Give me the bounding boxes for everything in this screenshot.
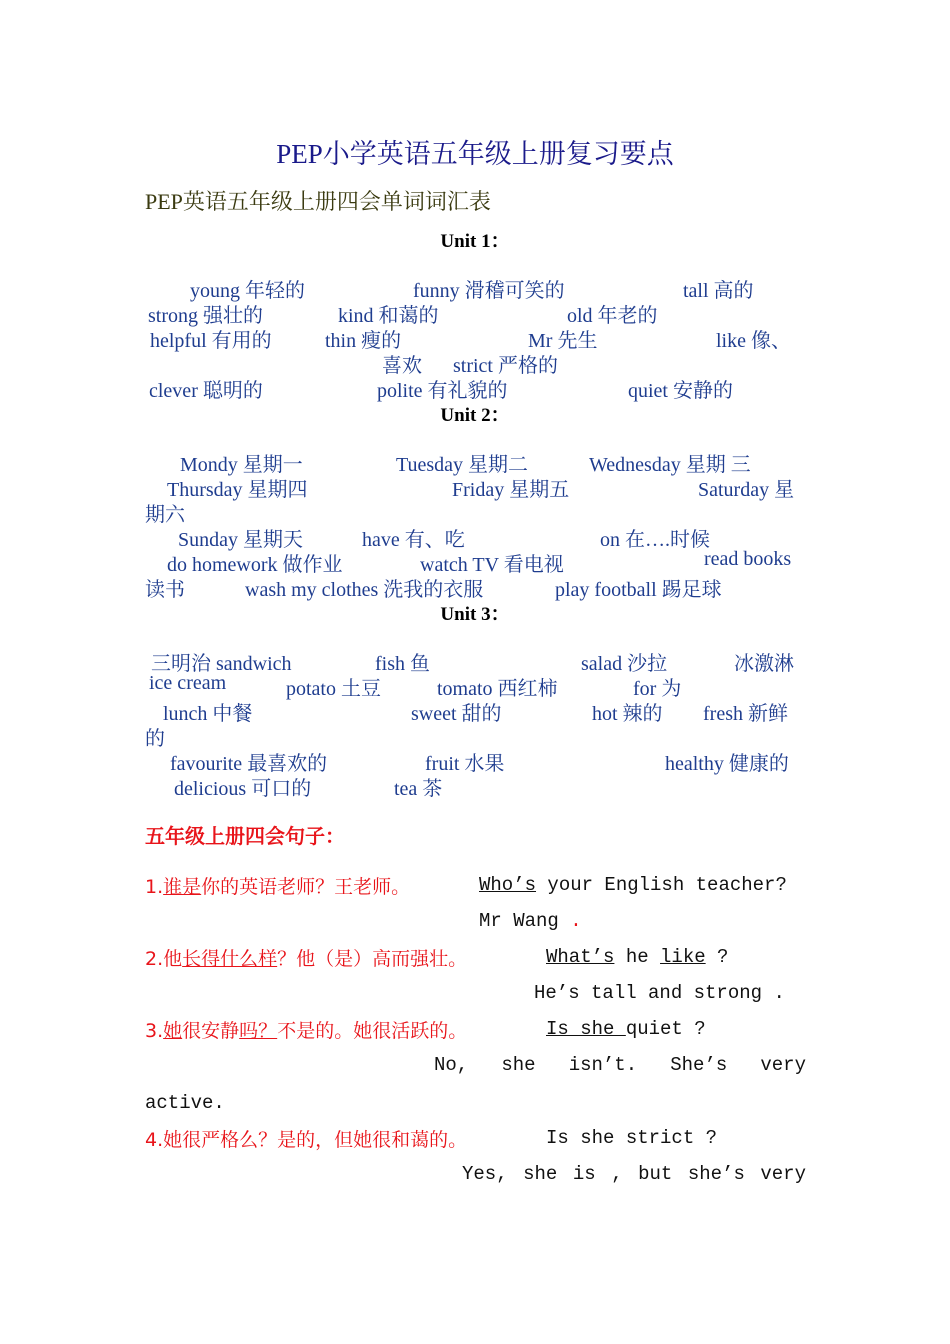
- sentence-text: ?: [705, 946, 729, 968]
- vocab-item: fresh 新鲜: [703, 703, 788, 725]
- sentence-text: quiet ?: [625, 1018, 706, 1040]
- unit1-heading: Unit 1：: [440, 231, 510, 252]
- vocab-item: 三明治 sandwich: [151, 653, 292, 675]
- vocab-item: Friday 星期五: [452, 479, 570, 501]
- vocab-item: sweet 甜的: [411, 703, 502, 725]
- vocab-item: 读书: [145, 579, 185, 601]
- vocab-item: hot 辣的: [592, 703, 663, 725]
- sentence-3-answer: [434, 1054, 806, 1076]
- answer-word: she: [501, 1054, 536, 1076]
- unit2-heading: Unit 2：: [440, 405, 510, 426]
- sentence-text-underlined: What’s: [546, 946, 615, 968]
- sentence-text: 很安静: [182, 1020, 240, 1042]
- vocab-item: have 有、吃: [362, 529, 465, 551]
- vocab-item: helpful 有用的: [150, 330, 272, 352]
- answer-word: very: [760, 1163, 806, 1185]
- vocab-item: strong 强壮的: [148, 305, 263, 327]
- vocab-item: Mr 先生: [528, 330, 598, 352]
- vocab-item: thin 瘦的: [325, 330, 402, 352]
- vocab-item: 冰激淋: [734, 653, 794, 675]
- answer-word: No,: [434, 1054, 469, 1076]
- vocab-item: old 年老的: [567, 305, 658, 327]
- vocab-item: strict 严格的: [453, 355, 558, 377]
- vocab-item: on 在….时候: [600, 529, 710, 551]
- vocab-item: Mondy 星期一: [180, 454, 303, 476]
- vocab-item: Wednesday 星期 三: [589, 454, 751, 476]
- vocab-item: fish 鱼: [375, 653, 430, 675]
- vocab-item: Sunday 星期天: [178, 529, 303, 551]
- vocab-item: young 年轻的: [190, 280, 305, 302]
- sentence-text: 1.: [145, 876, 164, 898]
- vocab-item: watch TV 看电视: [420, 554, 564, 576]
- vocab-item: play football 踢足球: [555, 579, 722, 601]
- vocab-item: tomato 西红柿: [437, 678, 558, 700]
- answer-text: Mr Wang: [479, 910, 559, 932]
- vocab-item: 的: [145, 728, 165, 750]
- sentence-text: 你的英语老师？王老师。: [201, 876, 411, 898]
- sentence-4-english: Is she strict ?: [546, 1127, 718, 1149]
- sentence-2-english: [546, 946, 728, 968]
- vocab-item: kind 和蔼的: [338, 305, 439, 327]
- vocab-item: lunch 中餐: [163, 703, 253, 725]
- answer-word: very: [760, 1054, 806, 1076]
- sentence-text: ？他（是）高而强壮。: [277, 948, 468, 970]
- answer-word: isn’t.: [568, 1054, 638, 1076]
- answer-word: but: [638, 1163, 673, 1185]
- answer-dot: .: [558, 910, 582, 932]
- sentence-3-answer-continued: active.: [145, 1092, 225, 1114]
- vocab-item: wash my clothes 洗我的衣服: [245, 579, 484, 601]
- sentence-text-underlined: 吗？: [239, 1020, 278, 1042]
- vocab-item: like 像、: [716, 330, 791, 352]
- vocab-item: tea 茶: [394, 778, 443, 800]
- sentence-text-underlined: 谁是: [163, 876, 202, 898]
- vocab-item: 期六: [145, 504, 185, 526]
- answer-word: she: [523, 1163, 558, 1185]
- answer-word: She’s: [670, 1054, 728, 1076]
- sentence-text-underlined: 长得什么样: [182, 948, 278, 970]
- answer-word: Yes,: [462, 1163, 508, 1185]
- sentence-3-english: [546, 1018, 706, 1040]
- answer-word: she’s: [687, 1163, 745, 1185]
- vocab-subtitle: PEP英语五年级上册四会单词词汇表: [145, 189, 491, 214]
- sentence-text: 3.: [145, 1020, 164, 1042]
- sentence-text: 不是的。她很活跃的。: [277, 1020, 468, 1042]
- vocab-item: ice cream: [149, 672, 227, 694]
- sentence-3-chinese: [145, 1016, 467, 1043]
- sentence-text-underlined: 她: [163, 1020, 183, 1042]
- vocab-item: favourite 最喜欢的: [170, 753, 328, 775]
- vocab-item: potato 土豆: [286, 678, 381, 700]
- sentence-2-answer: He’s tall and strong .: [534, 982, 785, 1004]
- sentence-1-answer: [479, 910, 582, 932]
- answer-word: ,: [611, 1163, 623, 1185]
- vocab-item: for 为: [633, 678, 682, 700]
- answer-word: is: [572, 1163, 596, 1185]
- vocab-item: Saturday 星: [698, 479, 795, 501]
- vocab-item: tall 高的: [683, 280, 754, 302]
- vocab-item: salad 沙拉: [581, 653, 668, 675]
- unit3-heading: Unit 3：: [440, 604, 510, 625]
- vocab-item: Thursday 星期四: [167, 479, 308, 501]
- vocab-item: polite 有礼貌的: [377, 380, 508, 402]
- sentence-text-underlined: like: [660, 946, 706, 968]
- vocab-item: read books: [704, 548, 792, 570]
- sentence-4-answer: [462, 1163, 806, 1185]
- vocab-item: fruit 水果: [425, 753, 505, 775]
- vocab-item: funny 滑稽可笑的: [413, 280, 565, 302]
- vocab-item: delicious 可口的: [174, 778, 312, 800]
- sentence-4-chinese: 4.她很严格么？是的，但她很和蔼的。: [145, 1129, 468, 1151]
- sentence-text-underlined: Is she: [546, 1018, 626, 1040]
- sentence-text: your English teacher?: [536, 874, 787, 896]
- page-title: PEP小学英语五年级上册复习要点: [276, 139, 674, 169]
- sentences-heading: 五年级上册四会句子：: [145, 826, 345, 848]
- vocab-item: do homework 做作业: [167, 554, 343, 576]
- vocab-item: clever 聪明的: [149, 380, 263, 402]
- vocab-item: Tuesday 星期二: [396, 454, 529, 476]
- vocab-item: healthy 健康的: [665, 753, 789, 775]
- sentence-1-english: [479, 874, 787, 896]
- sentence-text: he: [614, 946, 661, 968]
- sentence-2-chinese: [145, 944, 467, 971]
- sentence-text-underlined: Who’s: [479, 874, 537, 896]
- vocab-item: 喜欢: [382, 355, 422, 377]
- sentence-text: 2.他: [145, 948, 183, 970]
- sentence-1-chinese: [145, 872, 410, 899]
- vocab-item: quiet 安静的: [628, 380, 733, 402]
